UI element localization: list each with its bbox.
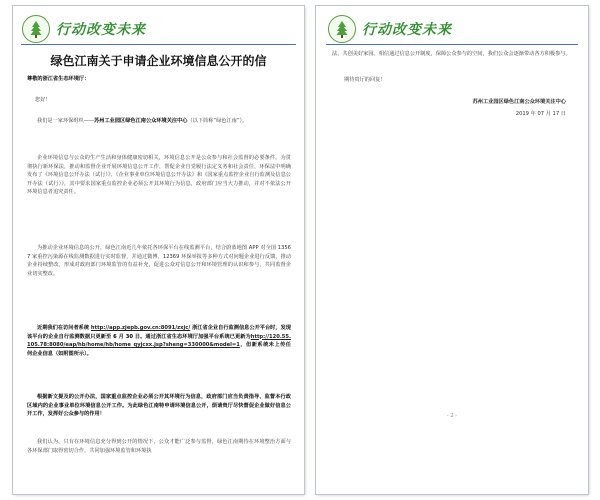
header-divider [326, 44, 578, 45]
logo-text: 行动改变未来 [56, 22, 146, 38]
document-page-1 [13, 6, 304, 494]
paragraph-closing: 我们认为，只有在环境信息充分得到公开的情况下，公众才能广泛参与监督，绿色江南期待在环境整治方面与各环保部门取得密切合作，共同加强环境监管和环境执 [27, 439, 291, 454]
greeting: 您好！ [35, 97, 51, 103]
logo [328, 15, 452, 43]
paragraph-findings: 近期我们在访问者系统 http://app.zjepb.gov.cn:8091/zxjc/ 浙江省企业自行监测信息公开平台时，发现该平台的企业自行监测数据只更新至 6 月 30 日。通过浙江省生态环境厅加强平台系统已更新为http://120.55.105.78:8080/eap/hb/home/hb/home_qyjcxx.jsp?sheng=330000&model=1，但新系统未上传任何企业信息（如附图所示）。 [27, 325, 291, 357]
continued-paragraph: 法，共创美好家园。相信通过信息公开制度，保障公众参与的空间，我们公众会逐渐带动各方积极参与。 [332, 51, 571, 57]
logo [22, 15, 146, 43]
paragraph-monitoring: 为推动企业环境信息的公开，绿色江南近几年依托各环保平台在线监测平台，结合蔚蓝地图 APP 对全国 13567 家重控污染源在线监测数据进行实时监督，并通过微博、12369 环保举报等多种方式对问题企业进行反馈，推动企业持续整改，形成对政府部门环境监管的有益补充，促进公众对信息公开和环境管理的认识和参与，共同监督企业切实整改。 [27, 245, 291, 277]
platform-link-old[interactable]: http://app.zjepb.gov.cn:8091/zxjc/ [90, 325, 191, 331]
page-number: - 2 - [447, 413, 457, 419]
signature-date: 2019 年 07 月 17 日 [515, 111, 566, 117]
paragraph-request: 根据新文提及的公开办法，国家重点监控企业必须公开其环境行为信息，政府部门应当负责指导、监督本行政区域内的企业事业单位环境信息公开工作。为此绿色江南特申请环境信息公开，烦请贵厅尽快督促企业做好信息公开工作，发挥好公众参与的作用！ [27, 394, 291, 417]
organization-name: 苏州工业园区绿色江南公众环境关注中心 [94, 118, 188, 124]
intro-paragraph: 我们是一家环保组织——苏州工业园区绿色江南公众环境关注中心（以下简称“绿色江南”）。 [37, 118, 248, 124]
header-divider [21, 44, 296, 45]
logo-text: 行动改变未来 [362, 22, 452, 38]
page-title: 绿色江南关于申请企业环境信息公开的信 [50, 54, 267, 68]
platform-link-new[interactable]: http://120.55.105.78:8080/eap/hb/home/hb/home_qyjcxx.jsp?sheng=330000&model=1 [27, 333, 291, 348]
salutation: 尊敬的浙江省生态环境厅： [27, 76, 90, 82]
thanks-line: 期待贵厅的回复！ [344, 77, 386, 83]
paragraph-background: 企业环境信息与公众的生产生活和身体健康密切相关，环境信息公开是公众参与和社会监督的必要条件。为贯彻执行新环保法，推动和监督企业开展环境信息公开工作，帮促企业自觉履行法定义务和社会责任，环保法中明确发布了《环境信息公开办法（试行）》、《企业事业单位环境信息公开办法》和《国家重点监控企业自行监测及信息公开办法（试行）》，其中要求国家重点监控企业必须公开其环境行为信息，政府部门应当大力推动，并对不依法公开环境信息者追究责任。 [27, 155, 291, 195]
signature-organization: 苏州工业园区绿色江南公众环境关注中心 [472, 99, 566, 105]
logo-emblem-icon [328, 15, 356, 43]
logo-emblem-icon [22, 15, 50, 43]
document-page-2 [316, 6, 588, 494]
